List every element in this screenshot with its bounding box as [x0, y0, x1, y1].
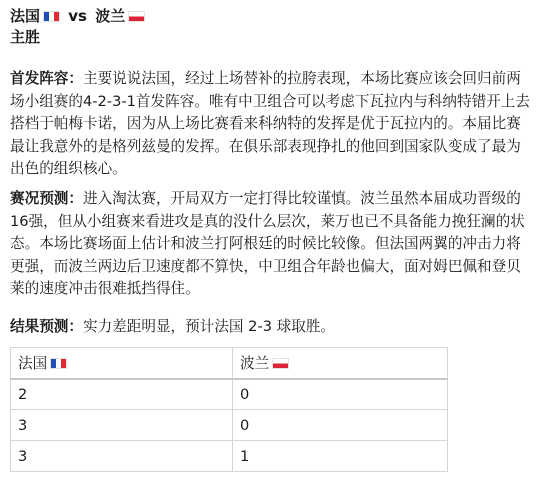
match-pick: 主胜 — [10, 28, 41, 46]
france-flag-icon — [50, 358, 67, 369]
vs-label: vs — [68, 7, 87, 25]
table-cell: 0 — [233, 410, 448, 441]
table-cell: 3 — [11, 441, 233, 472]
result-label: 结果预测： — [10, 318, 83, 335]
lineup-label: 首发阵容： — [10, 70, 83, 87]
table-cell: 1 — [233, 441, 448, 472]
lineup-paragraph — [10, 68, 532, 181]
poland-flag-icon — [128, 11, 145, 22]
team-b-name: 波兰 — [95, 7, 126, 25]
lineup-text: 主要说说法国，经过上场替补的拉胯表现，本场比赛应该会回归前两场小组赛的4-2-3-1首发阵容。唯有中卫组合可以考虑下瓦拉内与科纳特错开上去搭档于帕梅卡诺，因为从上场比赛看来科纳特的发挥是优于瓦拉内的。本届比赛最让我意外的是格列兹曼的发挥。在俱乐部表现挣扎的他回到国家队变成了最为出色的组织核心。 — [10, 70, 530, 177]
result-text: 实力差距明显，预计法国 2-3 球取胜。 — [82, 318, 336, 335]
forecast-text: 进入淘汰赛，开局双方一定打得比较谨慎。波兰虽然本届成功晋级的16强，但从小组赛来看进攻是真的没什么层次，莱万也已不具备能力挽狂澜的状态。本场比赛场面上估计和波兰打阿根廷的时候比较像。但法国两翼的冲击力将更强，而波兰两边后卫速度都不算快，中卫组合年龄也偏大，面对姆巴佩和登贝莱的速度冲击很难抵挡得住。 — [10, 190, 525, 297]
table-cell: 0 — [233, 379, 448, 410]
score-table — [10, 347, 448, 472]
table-header-team-b: 波兰 — [233, 348, 448, 379]
team-a-name: 法国 — [10, 7, 41, 25]
result-paragraph — [10, 316, 532, 339]
table-row — [11, 441, 448, 472]
table-header-row — [11, 348, 448, 379]
poland-flag-icon — [272, 358, 289, 369]
table-cell: 2 — [11, 379, 233, 410]
match-title — [10, 6, 145, 26]
table-header-team-a: 法国 — [11, 348, 233, 379]
france-flag-icon — [43, 11, 60, 22]
table-row — [11, 410, 448, 441]
forecast-label: 赛况预测： — [10, 190, 83, 207]
forecast-paragraph — [10, 188, 532, 301]
table-cell: 3 — [11, 410, 233, 441]
table-row — [11, 379, 448, 410]
